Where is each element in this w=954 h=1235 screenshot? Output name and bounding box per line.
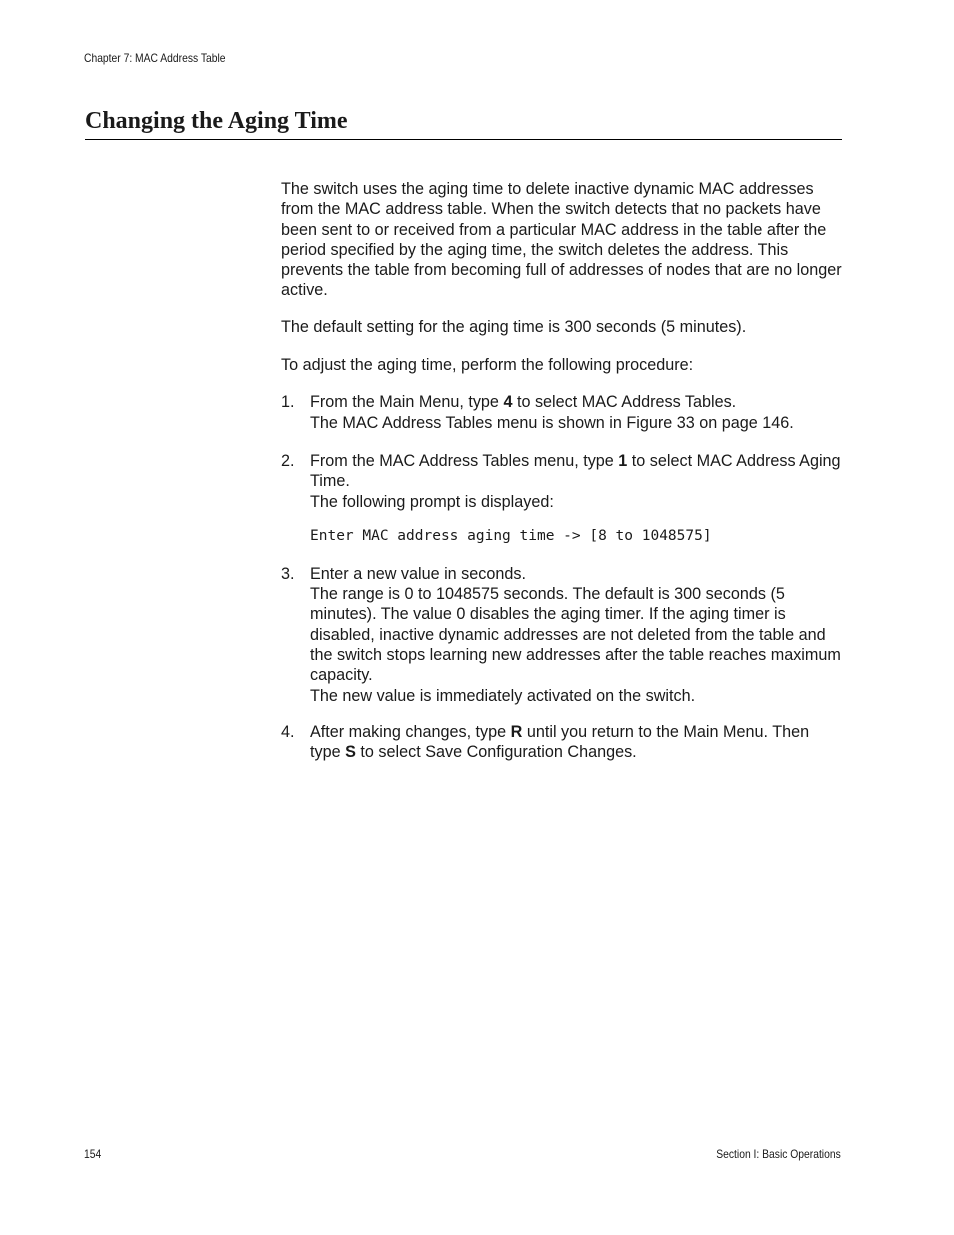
intro-paragraph-1: The switch uses the aging time to delete inactive dynamic MAC addresses from the MAC address table. When the switch detects that no packets have been sent to or received from a particular MAC address in the table after the period specified by the aging time, the switch deletes the address. This prevents the table from becoming full of addresses of nodes that are no longer active. (281, 180, 842, 300)
step-note: The following prompt is displayed: (310, 492, 554, 511)
intro-paragraph-3: To adjust the aging time, perform the following procedure: (281, 356, 694, 375)
step-number: 1. (281, 393, 295, 412)
step-2 (281, 451, 842, 546)
step-instruction: From the MAC Address Tables menu, type 1 to select MAC Address Aging Time. (310, 451, 841, 491)
step-number: 4. (281, 722, 295, 741)
step-note: The MAC Address Tables menu is shown in Figure 33 on page 146. (310, 413, 794, 432)
step-note: The range is 0 to 1048575 seconds. The default is 300 seconds (5 minutes). The value 0 disables the aging timer. If the aging timer is disabled, inactive dynamic addresses are not deleted from the table and the switch stops learning new addresses after the table reaches maximum capacity. (310, 585, 841, 685)
key-label: S (345, 743, 356, 762)
step-instruction: From the Main Menu, type 4 to select MAC Address Tables. (310, 393, 737, 412)
prompt-code: Enter MAC address aging time -> [8 to 1048575] (310, 527, 712, 544)
body-text (281, 179, 842, 763)
intro-paragraph-2: The default setting for the aging time is 300 seconds (5 minutes). (281, 317, 747, 336)
step-number: 2. (281, 451, 295, 470)
page-number: 154 (84, 1147, 102, 1161)
step-instruction: Enter a new value in seconds. (310, 564, 526, 583)
section-footer: Section I: Basic Operations (716, 1147, 841, 1161)
key-label: 1 (618, 451, 628, 470)
step-note-2: The new value is immediately activated on the switch. (310, 686, 696, 705)
step-3 (281, 564, 842, 706)
step-1 (281, 392, 842, 433)
step-number: 3. (281, 564, 295, 583)
running-header: Chapter 7: MAC Address Table (84, 51, 226, 65)
key-label: 4 (503, 393, 513, 412)
step-4 (281, 722, 842, 763)
step-instruction: After making changes, type R until you return to the Main Menu. Then type S to select Save Configuration Changes. (310, 722, 810, 762)
page-title: Changing the Aging Time (85, 107, 842, 140)
key-label: R (510, 722, 523, 741)
